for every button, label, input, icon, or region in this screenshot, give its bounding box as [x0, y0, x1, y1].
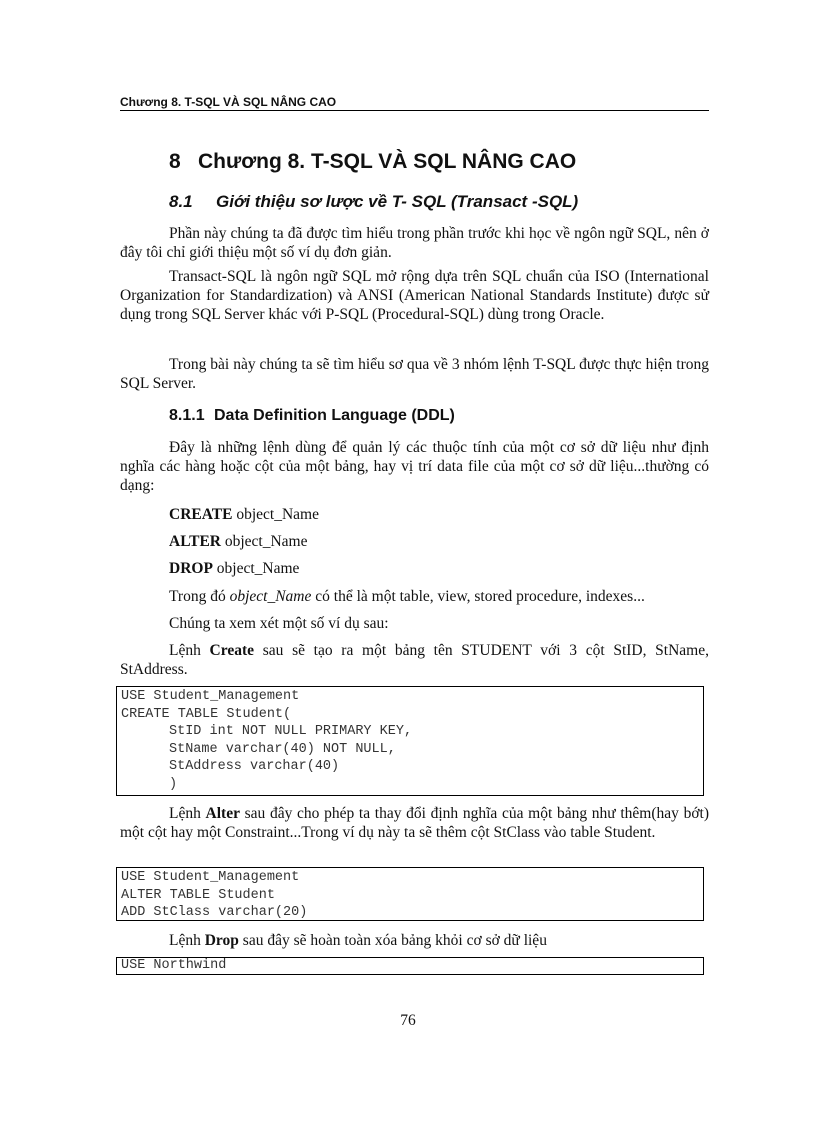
create-keyword: Create	[209, 642, 255, 659]
section-heading	[169, 192, 578, 212]
subsection-heading-title: Data Definition Language (DDL)	[214, 407, 455, 424]
page-number: 76	[400, 1012, 416, 1029]
code-line: ADD StClass varchar(20)	[121, 905, 308, 921]
code-line: StID int NOT NULL PRIMARY KEY,	[169, 724, 413, 740]
code-line: USE Student_Management	[121, 870, 300, 885]
text-prefix: Lệnh	[169, 805, 206, 822]
header-rule	[120, 110, 709, 111]
section-heading-number: 8.1	[169, 192, 193, 211]
command-keyword: ALTER	[169, 533, 221, 550]
object-name-term: object_Name	[229, 588, 312, 605]
code-line: )	[169, 776, 178, 792]
paragraph-ddl-intro: Đây là những lệnh dùng để quản lý các thuộc tính của một cơ sở dữ liệu như định nghĩa các hàng hoặc cột của một bảng, hay vị trí data file của một cơ sở dữ liệu...thường có dạng:	[120, 439, 709, 495]
text-suffix: sau sẽ tạo ra một bảng tên STUDENT với 3 cột StID, StName, StAddress.	[120, 642, 709, 679]
command-alter	[169, 532, 308, 551]
code-block-create	[116, 686, 704, 796]
text-suffix: sau đây sẽ hoàn toàn xóa bảng khỏi cơ sở dữ liệu	[238, 932, 547, 949]
paragraph-create	[120, 641, 709, 679]
command-keyword: CREATE	[169, 506, 233, 523]
code-line: StName varchar(40) NOT NULL,	[169, 741, 396, 757]
text-prefix: Lệnh	[169, 932, 205, 949]
command-object: object_Name	[212, 560, 300, 577]
text-suffix: có thể là một table, view, stored procedure, indexes...	[311, 588, 645, 605]
code-block-alter	[116, 867, 704, 921]
paragraph-three-groups: Trong bài này chúng ta sẽ tìm hiểu sơ qua về 3 nhóm lệnh T-SQL được thực hiện trong SQL Server.	[120, 356, 709, 393]
alter-keyword: Alter	[205, 805, 240, 822]
running-header: Chương 8. T-SQL VÀ SQL NÂNG CAO	[120, 95, 337, 109]
code-line: CREATE TABLE Student(	[121, 706, 292, 722]
code-line: ALTER TABLE Student	[121, 887, 275, 903]
subsection-heading-number: 8.1.1	[169, 407, 205, 424]
chapter-heading-title: Chương 8. T-SQL VÀ SQL NÂNG CAO	[198, 150, 577, 173]
section-heading-title: Giới thiệu sơ lược về T- SQL (Transact -SQL)	[216, 192, 579, 211]
code-line: USE Northwind	[121, 958, 227, 973]
subsection-heading	[169, 407, 455, 425]
text-prefix: Lệnh	[169, 642, 210, 659]
chapter-heading-number: 8	[169, 150, 181, 173]
command-object: object_Name	[232, 506, 319, 523]
object-name-explanation	[169, 587, 645, 606]
command-object: object_Name	[220, 533, 308, 550]
paragraph-alter	[120, 804, 709, 842]
code-line: StAddress varchar(40)	[169, 759, 340, 775]
examples-intro: Chúng ta xem xét một số ví dụ sau:	[169, 615, 389, 632]
chapter-heading	[169, 150, 576, 174]
paragraph-drop	[169, 931, 547, 950]
command-drop	[169, 559, 299, 578]
code-block-drop	[116, 957, 704, 975]
text-prefix: Trong đó	[169, 588, 230, 605]
drop-keyword: Drop	[204, 932, 239, 949]
command-keyword: DROP	[169, 560, 213, 577]
command-create	[169, 505, 319, 524]
code-line: USE Student_Management	[121, 689, 300, 704]
paragraph-transact-sql: Transact-SQL là ngôn ngữ SQL mở rộng dựa trên SQL chuẩn của ISO (International Organization for Standardization) và ANSI (American National Standards Institute) được sử dụng trong SQL Server khác với P-SQL (Procedural-SQL) dùng trong Oracle.	[120, 268, 709, 324]
text-suffix: sau đây cho phép ta thay đổi định nghĩa của một bảng như thêm(hay bớt) một cột hay một Constraint...Trong ví dụ này ta sẽ thêm cột StClass vào table Student.	[120, 805, 709, 842]
paragraph-intro: Phần này chúng ta đã được tìm hiểu trong phần trước khi học về ngôn ngữ SQL, nên ở đây tôi chỉ giới thiệu một số ví dụ đơn giản.	[120, 225, 709, 262]
